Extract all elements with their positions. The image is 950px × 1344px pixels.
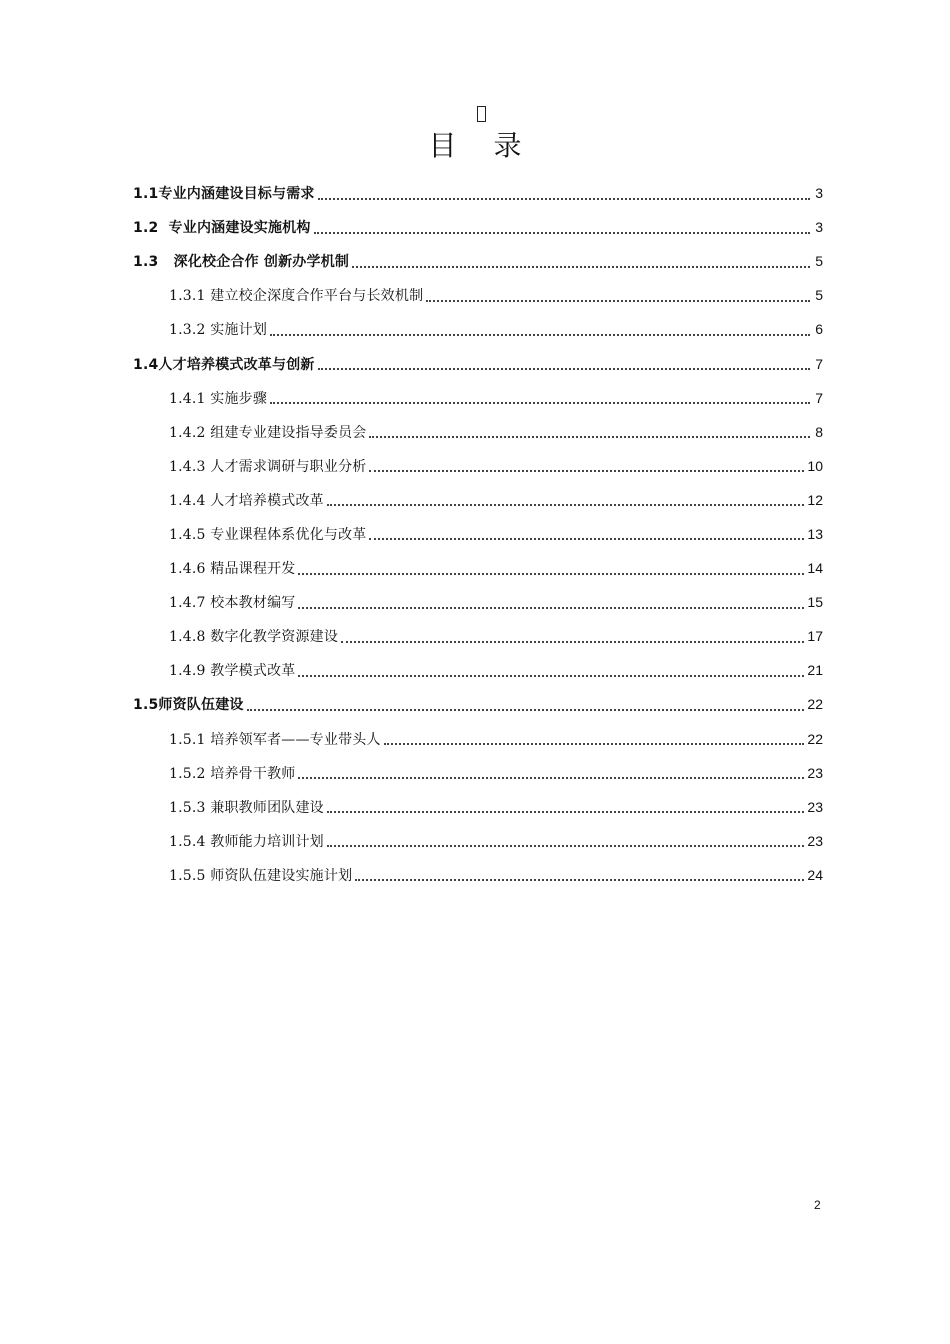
toc-entry-label: 1.5.3 兼职教师团队建设: [169, 799, 324, 816]
toc-entry-label: 1.3.1 建立校企深度合作平台与长效机制: [169, 288, 424, 305]
toc-entry-label: 1.5.2 培养骨干教师: [169, 765, 296, 782]
toc-entry-label: 1.2 专业内涵建设实施机构: [133, 220, 311, 237]
dot-leader: [298, 674, 804, 677]
toc-entry-label: 1.5.5 师资队伍建设实施计划: [169, 867, 353, 884]
toc-entry-label: 1.5师资队伍建设: [133, 697, 244, 714]
dot-leader: [355, 878, 804, 881]
toc-entry-page-number: 15: [807, 594, 823, 611]
toc-entry-page-number: 23: [807, 764, 823, 781]
toc-entry-page-number: 6: [815, 321, 823, 338]
toc-entry[interactable]: [133, 210, 823, 244]
toc-entry-page-number: 17: [807, 628, 823, 645]
dot-leader: [426, 299, 810, 302]
dot-leader: [298, 572, 804, 575]
toc-entry-page-number: 3: [815, 185, 823, 202]
toc-entry[interactable]: [133, 449, 823, 483]
dot-leader: [318, 367, 810, 370]
toc-entry-label: 1.5.1 培养领军者——专业带头人: [169, 731, 381, 748]
toc-entry-page-number: 8: [815, 423, 823, 440]
toc-entry[interactable]: [133, 585, 823, 619]
toc-entry-page-number: 3: [815, 219, 823, 236]
toc-entry[interactable]: [133, 415, 823, 449]
dot-leader: [369, 537, 804, 540]
toc-entry[interactable]: [133, 278, 823, 312]
dot-leader: [270, 401, 810, 404]
toc-entry-page-number: 5: [815, 287, 823, 304]
dot-leader: [384, 742, 805, 745]
toc-entry[interactable]: [133, 824, 823, 858]
toc-entry-page-number: 7: [815, 389, 823, 406]
toc-entry-label: 1.4人才培养模式改革与创新: [133, 356, 315, 373]
toc-entry-page-number: 23: [807, 832, 823, 849]
toc-entry[interactable]: [133, 619, 823, 653]
toc-entry-label: 1.3.2 实施计划: [169, 322, 268, 339]
toc-entry[interactable]: [133, 381, 823, 415]
toc-entry[interactable]: [133, 517, 823, 551]
dot-leader: [247, 708, 805, 711]
toc-entry-label: 1.4.4 人才培养模式改革: [169, 492, 324, 509]
toc-entry[interactable]: [133, 244, 823, 278]
toc-entry[interactable]: [133, 551, 823, 585]
toc-entry-page-number: 24: [807, 866, 823, 883]
toc-entry[interactable]: [133, 176, 823, 210]
toc-entry-page-number: 12: [807, 491, 823, 508]
dot-leader: [369, 435, 810, 438]
toc-entry-label: 1.4.7 校本教材编写: [169, 595, 296, 612]
toc-entry[interactable]: [133, 722, 823, 756]
placeholder-glyph-icon: [477, 106, 486, 122]
dot-leader: [314, 231, 810, 234]
toc-entry-label: 1.4.5 专业课程体系优化与改革: [169, 526, 367, 543]
dot-leader: [318, 197, 810, 200]
toc-entry-label: 1.4.2 组建专业建设指导委员会: [169, 424, 367, 441]
page-number: 2: [814, 1198, 821, 1212]
dot-leader: [327, 844, 805, 847]
toc-entry-page-number: 22: [807, 730, 823, 747]
page-title: 目 录: [428, 129, 536, 162]
toc-entry-label: 1.4.3 人才需求调研与职业分析: [169, 458, 367, 475]
toc-entry[interactable]: [133, 653, 823, 687]
toc-entry[interactable]: [133, 312, 823, 346]
dot-leader: [270, 333, 810, 336]
toc-entry-label: 1.4.9 教学模式改革: [169, 663, 296, 680]
toc-entry-page-number: 14: [807, 560, 823, 577]
toc-entry[interactable]: [133, 858, 823, 892]
toc-entry-label: 1.1专业内涵建设目标与需求: [133, 186, 315, 203]
toc-entry-page-number: 22: [807, 696, 823, 713]
toc-entry[interactable]: [133, 483, 823, 517]
dot-leader: [327, 810, 805, 813]
dot-leader: [298, 606, 804, 609]
dot-leader: [341, 640, 804, 643]
dot-leader: [369, 469, 804, 472]
toc-entry-label: 1.4.8 数字化教学资源建设: [169, 629, 339, 646]
dot-leader: [298, 776, 804, 779]
toc-entry-label: 1.4.1 实施步骤: [169, 390, 268, 407]
toc-entry[interactable]: [133, 790, 823, 824]
toc-entry-page-number: 23: [807, 798, 823, 815]
dot-leader: [352, 265, 810, 268]
toc-entry-page-number: 7: [815, 355, 823, 372]
table-of-contents: [133, 176, 823, 892]
toc-entry[interactable]: [133, 756, 823, 790]
toc-entry-page-number: 5: [815, 253, 823, 270]
toc-entry-label: 1.5.4 教师能力培训计划: [169, 833, 324, 850]
toc-entry-page-number: 13: [807, 525, 823, 542]
toc-entry-label: 1.4.6 精品课程开发: [169, 561, 296, 578]
toc-entry[interactable]: [133, 687, 823, 721]
toc-entry-label: 1.3 深化校企合作 创新办学机制: [133, 254, 350, 271]
toc-entry[interactable]: [133, 346, 823, 380]
toc-entry-page-number: 21: [807, 662, 823, 679]
toc-entry-page-number: 10: [807, 457, 823, 474]
dot-leader: [327, 503, 805, 506]
